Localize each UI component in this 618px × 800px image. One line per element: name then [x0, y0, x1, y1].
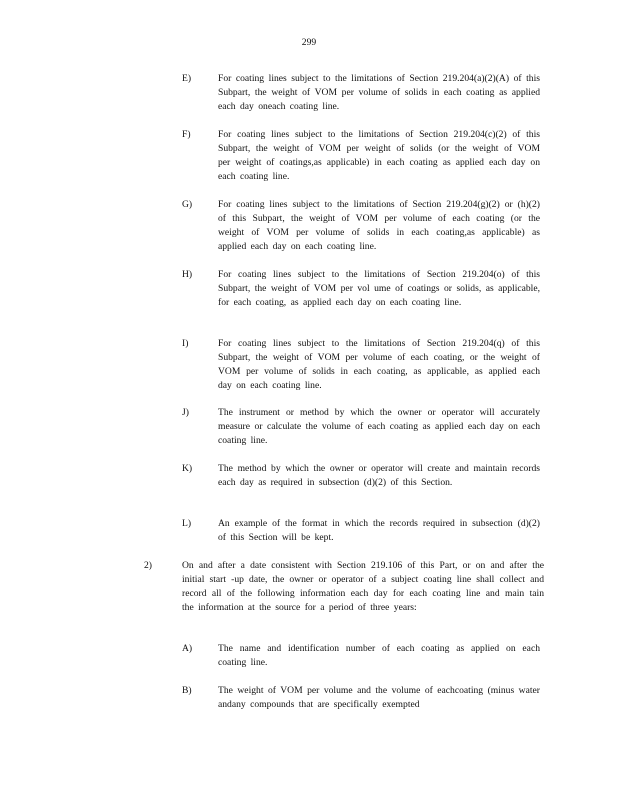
list-item-e	[182, 72, 542, 114]
item-label: E)	[182, 73, 192, 84]
item-text: The instrument or method by which the owner or operator will accurately measure or calculate the volume of each coating as applied each day on each coating line.	[218, 407, 540, 446]
item-text: For coating lines subject to the limitations of Section 219.204(q) of this Subpart, the weight of VOM per volume of each coating, or the weight of VOM per volume of solids in each coating, as applicable, as applied each day on each coating line.	[218, 338, 540, 391]
item-label: K)	[182, 463, 193, 474]
item-label: H)	[182, 269, 193, 280]
item-text: For coating lines subject to the limitations of Section 219.204(o) of this Subpart, the weight of VOM per vol ume of coatings or solids, as applicable, for each coating, as applied each day on each coating line.	[218, 269, 540, 308]
item-text: For coating lines subject to the limitations of Section 219.204(c)(2) of this Subpart, the weight of VOM per weight of solids (or the weight of VOM per weight of coatings,as applicable) in each coating as applied each day on each coating line.	[218, 129, 540, 182]
item-text: The method by which the owner or operator will create and maintain records each day as required in subsection (d)(2) of this Section.	[218, 463, 540, 488]
item-label: I)	[182, 338, 189, 349]
item-label: A)	[182, 643, 193, 654]
item-text: The weight of VOM per volume and the volume of eachcoating (minus water andany compounds that are specifically exempted	[218, 685, 540, 710]
list-item-g	[182, 198, 542, 254]
page-number: 299	[301, 37, 317, 48]
item-text: For coating lines subject to the limitations of Section 219.204(a)(2)(A) of this Subpart, the weight of VOM per volume of solids in each coating as applied each day oneach coating line.	[218, 73, 540, 112]
item-label: L)	[182, 518, 192, 529]
list-item-2	[144, 559, 544, 615]
list-item-k	[182, 462, 542, 490]
list-item-j	[182, 406, 542, 448]
item-label: 2)	[144, 560, 152, 571]
item-label: F)	[182, 129, 191, 140]
item-label: B)	[182, 685, 192, 696]
list-item-h	[182, 268, 542, 310]
item-text: On and after a date consistent with Section 219.106 of this Part, or on and after the initial start -up date, the owner or operator of a subject coating line shall collect and record all of the following information each day for each coating line and main tain the information at the source for a period of three years:	[182, 560, 544, 613]
item-label: J)	[182, 407, 189, 418]
item-text: For coating lines subject to the limitations of Section 219.204(g)(2) or (h)(2) of this Subpart, the weight of VOM per volume of each coating (or the weight of VOM per volume of solids in each coating,as applicable) as applied each day on each coating line.	[218, 199, 540, 252]
item-text: An example of the format in which the records required in subsection (d)(2) of this Section will be kept.	[218, 518, 540, 543]
list-item-l	[182, 517, 542, 545]
list-item-f	[182, 128, 542, 184]
list-item-a	[182, 642, 542, 670]
list-item-i	[182, 337, 542, 393]
list-item-b	[182, 684, 542, 712]
item-label: G)	[182, 199, 193, 210]
item-text: The name and identification number of each coating as applied on each coating line.	[218, 643, 540, 668]
